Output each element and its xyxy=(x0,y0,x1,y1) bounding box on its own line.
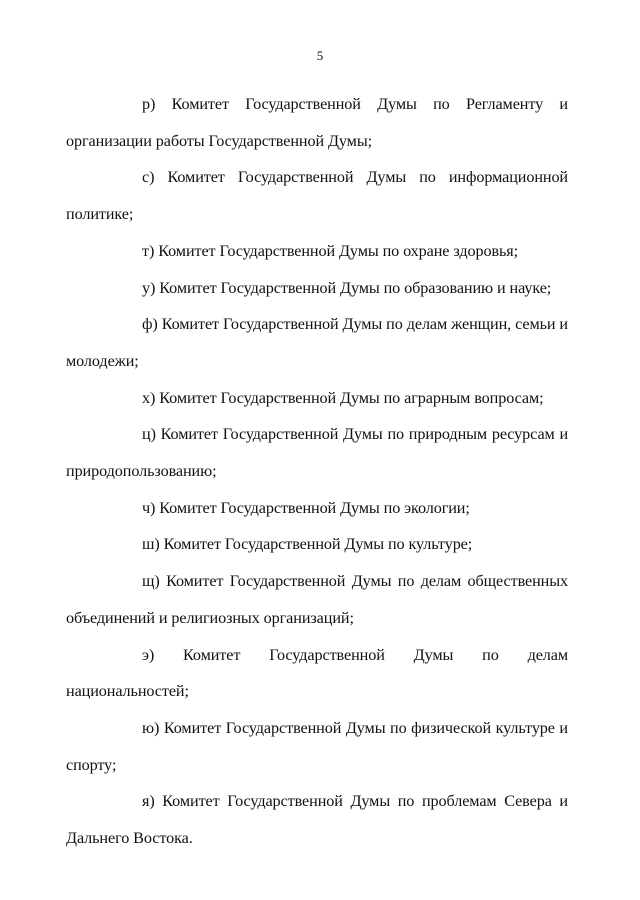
list-item xyxy=(66,159,568,232)
list-item xyxy=(66,490,568,527)
list-item-letter: с) xyxy=(142,168,155,187)
list-item-letter: э) xyxy=(142,645,155,664)
list-item-letter: т) xyxy=(142,241,155,260)
list-item-text: Комитет Государственной Думы по образованию и науке; xyxy=(159,278,552,297)
list-item-text: Комитет Государственной Думы по физической культуре и спорту; xyxy=(66,718,568,774)
list-item-text: Комитет Государственной Думы по Регламенту и организации работы Государственной Думы; xyxy=(66,95,568,150)
list-item-text: Комитет Государственной Думы по делам общественных объединений и религиозных организаций; xyxy=(66,572,568,627)
list-item-letter: ч) xyxy=(142,498,156,517)
list-item-letter: у) xyxy=(142,278,156,297)
list-item-letter: х) xyxy=(142,388,156,407)
list-item xyxy=(66,270,568,307)
list-item-letter: ф) xyxy=(142,315,158,334)
list-item-text: Комитет Государственной Думы по культуре; xyxy=(163,535,473,554)
list-item-letter: ю) xyxy=(142,718,160,737)
list-item-letter: р) xyxy=(142,95,156,113)
page-number: 5 xyxy=(316,48,324,63)
list-item xyxy=(66,563,568,636)
list-item-text: Комитет Государственной Думы по аграрным вопросам; xyxy=(159,388,544,407)
list-item xyxy=(66,380,568,417)
list-item-letter: я) xyxy=(142,792,155,811)
list-item xyxy=(66,526,568,563)
list-item-text: Комитет Государственной Думы по делам женщин, семьи и молодежи; xyxy=(66,315,568,370)
list-item xyxy=(66,710,568,783)
list-item-letter: ш) xyxy=(142,535,160,554)
list-item-letter: ц) xyxy=(142,425,156,444)
list-item xyxy=(66,416,568,489)
list-item-text: Комитет Государственной Думы по проблемам Севера и Дальнего Востока. xyxy=(66,792,568,848)
list-item xyxy=(66,306,568,379)
list-item xyxy=(66,637,568,710)
list-item-letter: щ) xyxy=(142,572,160,591)
list-item-text: Комитет Государственной Думы по делам национальностей; xyxy=(66,645,568,701)
list-item-text: Комитет Государственной Думы по информационной политике; xyxy=(66,168,568,224)
list-item-text: Комитет Государственной Думы по экологии; xyxy=(159,498,470,517)
committee-list xyxy=(66,86,568,857)
list-item xyxy=(66,86,568,159)
list-item xyxy=(66,783,568,856)
list-item xyxy=(66,233,568,270)
list-item-text: Комитет Государственной Думы по охране здоровья; xyxy=(158,241,519,260)
list-item-text: Комитет Государственной Думы по природным ресурсам и природопользованию; xyxy=(66,425,569,481)
